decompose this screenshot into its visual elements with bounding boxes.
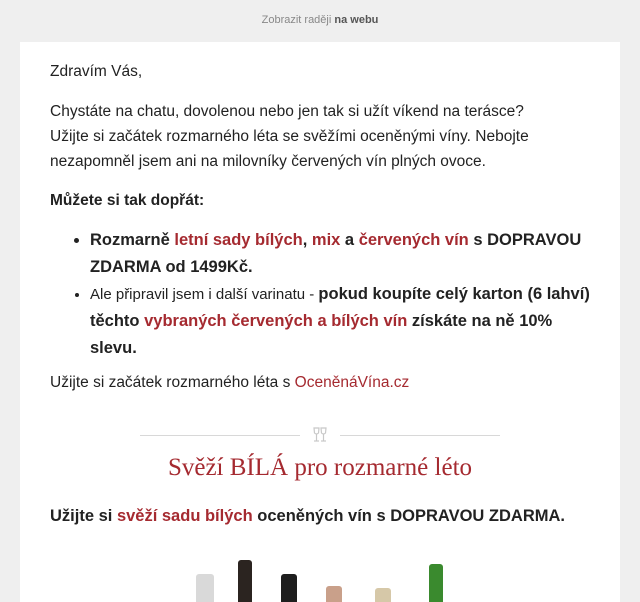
offer-text: s DOPRAVOU ZDARMA od 1499Kč. [90, 231, 582, 276]
wine-glasses-icon [310, 425, 330, 445]
bottle-image [196, 574, 214, 602]
offer-text: a [340, 231, 359, 249]
offer-list [50, 227, 590, 362]
intro-line-2: Užijte si začátek rozmarného léta se svěžími oceněnými víny. Nebojte [50, 128, 529, 145]
wine-bottles-image[interactable] [20, 542, 620, 602]
offer-item-discount [90, 281, 590, 362]
offer-item-free-shipping [90, 227, 590, 281]
bottle-image [281, 574, 297, 602]
closing-text: Užijte si začátek rozmarného léta s [50, 374, 295, 391]
closing-line [50, 370, 590, 395]
fresh-white-set-link[interactable]: svěží sadu bílých [116, 507, 253, 525]
intro-line-3: nezapomněl jsem ani na milovníky červených vín plných ovoce. [50, 153, 486, 170]
view-in-browser-prefix: Zobrazit raději [261, 14, 332, 26]
section-subtitle [50, 504, 610, 528]
bottle-image [429, 564, 443, 602]
greeting: Zdravím Vás, [50, 63, 143, 80]
divider-line-right [340, 435, 500, 436]
section-subtitle-text: Užijte si [50, 507, 117, 525]
intro-line-1: Chystáte na chatu, dovolenou nebo jen tak si užít víkend na terásce? [50, 103, 524, 120]
mix-link[interactable]: mix [311, 231, 341, 249]
offer-text: Ale připravil jsem i další varinatu - [90, 286, 319, 303]
offer-heading: Můžete si tak dopřát: [50, 192, 205, 209]
email-card [20, 42, 620, 602]
bottle-image [238, 560, 252, 602]
summer-white-sets-link[interactable]: letní sady bílých [174, 231, 303, 249]
email-content [20, 42, 620, 395]
intro-paragraph [50, 99, 590, 174]
offer-text: Rozmarně [90, 231, 175, 249]
view-in-browser-link[interactable]: na webu [334, 14, 379, 26]
section-subtitle-text: oceněných vín s DOPRAVOU ZDARMA. [252, 507, 565, 525]
shop-link[interactable]: OceněnáVína.cz [294, 374, 410, 391]
section-title: Svěží BÍLÁ pro rozmarné léto [167, 454, 473, 481]
red-wines-link[interactable]: červených vín [358, 231, 469, 249]
offer-text-bold: získáte na ně 10% slevu. [90, 312, 553, 357]
view-in-browser-bar [0, 0, 640, 40]
offer-text: , [302, 231, 312, 249]
section-divider [140, 425, 500, 445]
divider-line-left [140, 435, 300, 436]
selected-wines-link[interactable]: vybraných červených a bílých vín [144, 312, 408, 330]
offer-text-bold: pokud koupíte celý karton (6 lahví) těchto [90, 285, 590, 330]
